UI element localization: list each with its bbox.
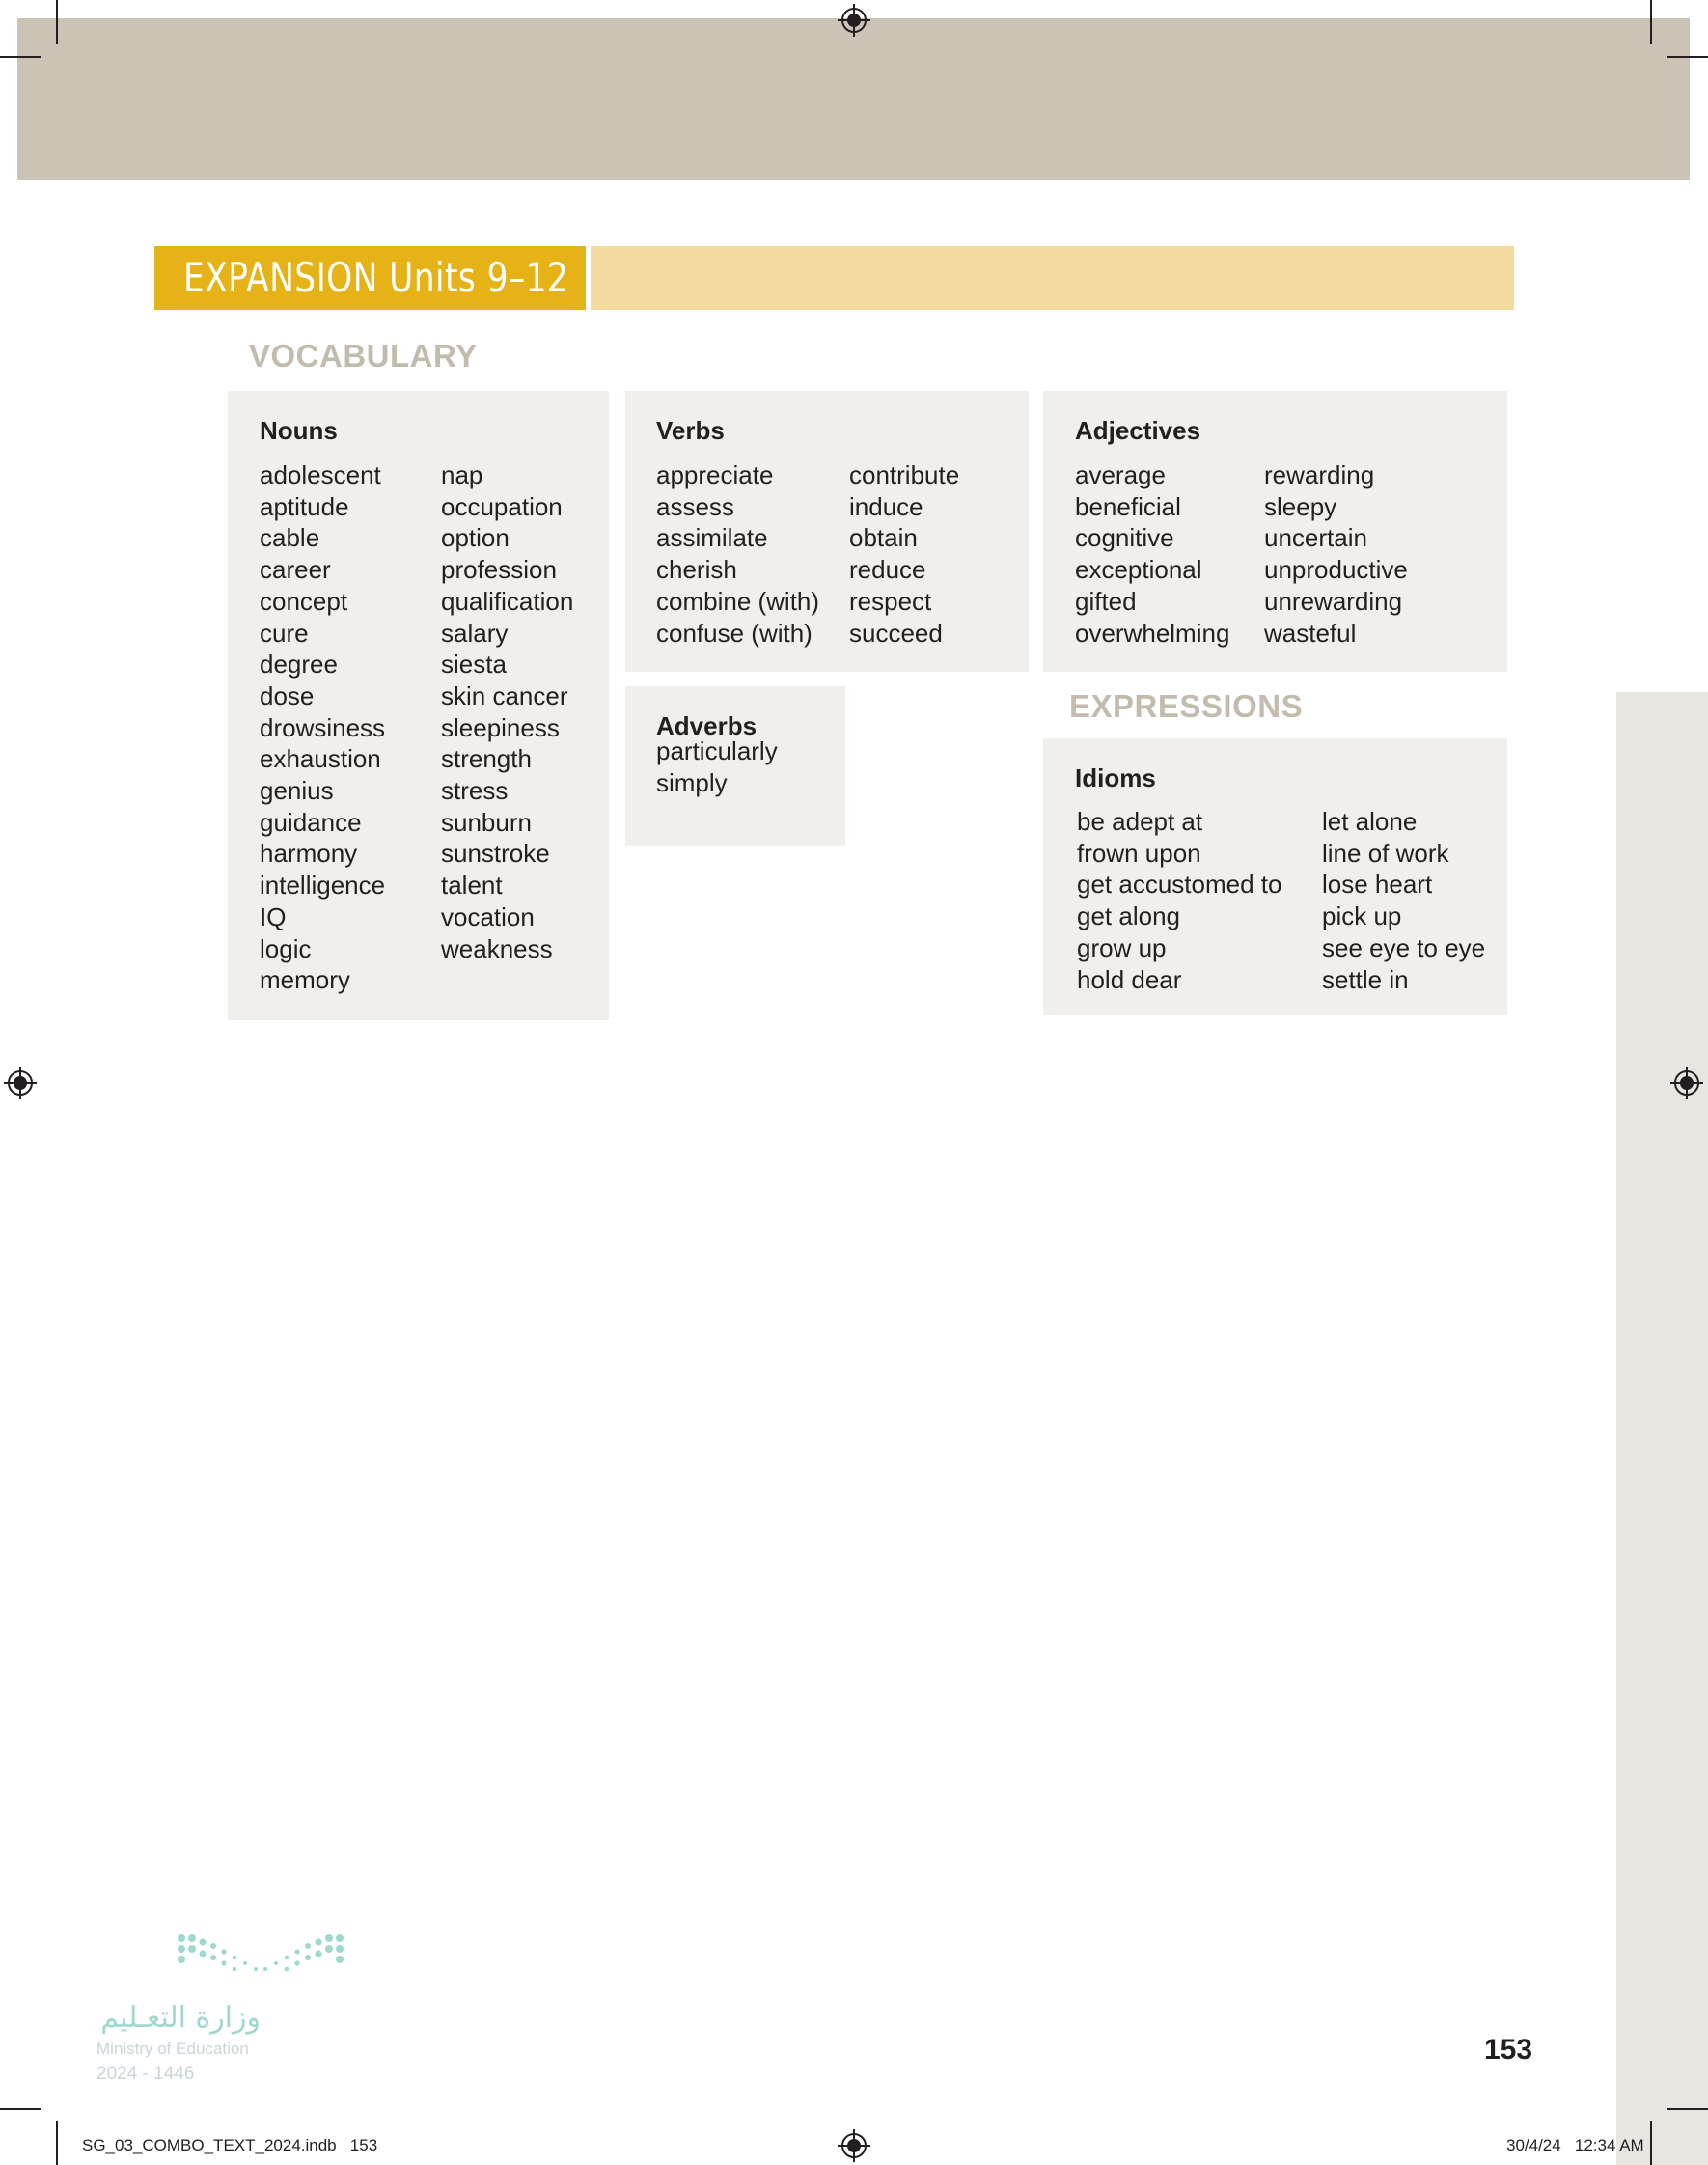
expressions-heading: EXPRESSIONS (1069, 688, 1304, 724)
word-item: strength (441, 744, 532, 774)
word-item: combine (with) (656, 586, 820, 616)
adjectives-column-1 (1075, 459, 1229, 649)
word-item: IQ (260, 902, 287, 931)
word-item: line of work (1322, 838, 1449, 868)
word-item: concept (260, 586, 348, 616)
side-color-band (1616, 692, 1708, 2165)
verbs-box (625, 391, 1029, 672)
word-item: cognitive (1075, 523, 1174, 553)
word-item: siesta (441, 650, 507, 680)
idioms-title: Idioms (1075, 763, 1156, 792)
word-item: grow up (1077, 932, 1167, 962)
adjectives-box (1043, 391, 1507, 672)
banner-extension (591, 246, 1514, 310)
word-item: unrewarding (1264, 586, 1403, 616)
word-item: sunburn (441, 807, 532, 837)
word-item: nap (441, 460, 483, 489)
footer-timestamp: 30/4/24 12:34 AM (1506, 2136, 1644, 2154)
nouns-title: Nouns (260, 416, 338, 445)
word-item: be adept at (1077, 807, 1203, 836)
word-item: reduce (849, 555, 926, 585)
verbs-column-2 (849, 459, 959, 649)
word-item: appreciate (656, 460, 774, 489)
idioms-box (1043, 738, 1507, 1015)
idioms-column-2 (1322, 806, 1485, 995)
word-item: confuse (with) (656, 618, 813, 648)
word-item: talent (441, 871, 503, 901)
word-item: let alone (1322, 807, 1418, 836)
word-item: assimilate (656, 523, 768, 553)
verbs-column-1 (656, 459, 819, 649)
word-item: obtain (849, 523, 918, 553)
word-item: weakness (441, 933, 553, 963)
word-item: average (1075, 460, 1166, 489)
adverbs-title: Adverbs (656, 711, 758, 740)
word-item: stress (441, 776, 509, 806)
word-item: qualification (441, 586, 574, 616)
crop-mark (56, 0, 58, 44)
word-item: cable (260, 523, 320, 553)
word-item: harmony (260, 839, 358, 869)
crop-mark (0, 56, 41, 58)
word-item: cherish (656, 555, 737, 585)
word-item: beneficial (1075, 491, 1181, 521)
word-item: adolescent (260, 460, 381, 489)
word-item: get along (1077, 902, 1180, 931)
word-item: career (260, 555, 331, 585)
vocabulary-heading: VOCABULARY (249, 338, 478, 374)
expansion-banner (154, 246, 586, 310)
word-item: sleepy (1264, 491, 1337, 521)
footer-file-slug: SG_03_COMBO_TEXT_2024.indb 153 (82, 2136, 378, 2154)
word-item: simply (656, 767, 728, 797)
banner-title: EXPANSION Units 9–12 (183, 254, 569, 301)
word-item: intelligence (260, 871, 386, 901)
word-item: see eye to eye (1322, 932, 1486, 962)
page-number: 153 (1484, 2034, 1533, 2066)
word-item: cure (260, 618, 309, 648)
crop-mark (56, 2121, 58, 2165)
word-item: uncertain (1264, 523, 1367, 553)
ministry-logo-icon (174, 1930, 347, 1988)
idioms-column-1 (1077, 806, 1281, 995)
word-item: overwhelming (1075, 618, 1230, 648)
word-item: wasteful (1264, 618, 1357, 648)
word-item: unproductive (1264, 555, 1408, 585)
ministry-logo-arabic: وزارة التعـليم (100, 2001, 261, 2035)
word-item: rewarding (1264, 460, 1375, 489)
top-color-band (17, 18, 1690, 180)
adverbs-column (656, 736, 778, 798)
word-item: profession (441, 555, 557, 585)
word-item: sleepiness (441, 712, 560, 742)
ministry-logo-english: Ministry of Education (96, 2040, 249, 2058)
registration-mark-icon (1670, 1067, 1703, 1099)
verbs-title: Verbs (656, 416, 725, 445)
word-item: exhaustion (260, 744, 381, 774)
word-item: option (441, 523, 510, 553)
word-item: vocation (441, 902, 535, 931)
word-item: pick up (1322, 902, 1402, 931)
word-item: respect (849, 586, 932, 616)
word-item: logic (260, 933, 312, 963)
word-item: skin cancer (441, 680, 568, 710)
word-item: memory (260, 965, 350, 995)
nouns-box (228, 391, 609, 1020)
adverbs-box (625, 686, 845, 846)
ministry-logo-year: 2024 - 1446 (96, 2064, 195, 2084)
word-item: particularly (656, 736, 778, 765)
crop-mark (0, 2108, 41, 2110)
registration-mark-icon (838, 2129, 870, 2162)
word-item: degree (260, 650, 338, 680)
registration-mark-icon (838, 4, 870, 37)
word-item: exceptional (1075, 555, 1202, 585)
adjectives-title: Adjectives (1075, 416, 1201, 445)
adjectives-column-2 (1264, 459, 1408, 649)
nouns-column-1 (260, 459, 385, 996)
word-item: guidance (260, 807, 362, 837)
word-item: dose (260, 680, 315, 710)
word-item: genius (260, 776, 334, 806)
word-item: induce (849, 491, 923, 521)
word-item: aptitude (260, 491, 349, 521)
word-item: get accustomed to (1077, 870, 1282, 900)
crop-mark (1650, 0, 1652, 44)
word-item: assess (656, 491, 734, 521)
crop-mark (1667, 56, 1708, 58)
word-item: gifted (1075, 586, 1137, 616)
word-item: settle in (1322, 964, 1409, 994)
word-item: drowsiness (260, 712, 386, 742)
crop-mark (1667, 2108, 1708, 2110)
word-item: occupation (441, 491, 563, 521)
word-item: salary (441, 618, 509, 648)
word-item: succeed (849, 618, 943, 648)
word-item: sunstroke (441, 839, 550, 869)
word-item: contribute (849, 460, 960, 489)
registration-mark-icon (4, 1067, 37, 1099)
word-item: frown upon (1077, 838, 1201, 868)
crop-mark (1650, 2121, 1652, 2165)
word-item: lose heart (1322, 870, 1433, 900)
nouns-column-2 (441, 459, 573, 964)
word-item: hold dear (1077, 964, 1182, 994)
